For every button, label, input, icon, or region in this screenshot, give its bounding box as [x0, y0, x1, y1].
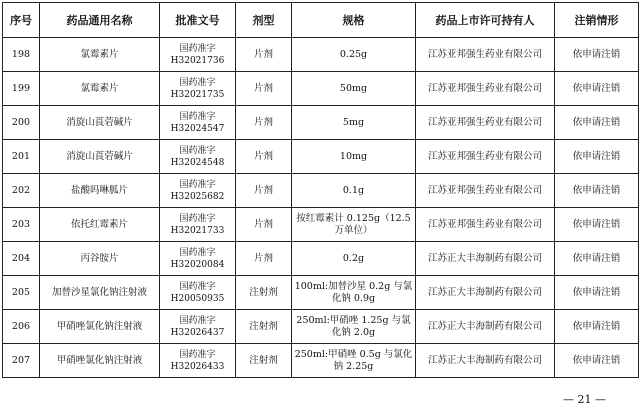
- approval-prefix: 国药准字: [179, 349, 216, 360]
- table-row: [3, 106, 639, 140]
- cell-specification: 10mg: [292, 140, 416, 174]
- cell-license-holder: 江苏亚邦强生药业有限公司: [416, 38, 555, 72]
- approval-code: H32024548: [170, 157, 225, 168]
- approval-code: H32025682: [170, 191, 225, 202]
- cell-cancellation-status: 依申请注销: [555, 174, 639, 208]
- cell-approval-number: [160, 140, 236, 174]
- drug-registration-table: [2, 2, 639, 378]
- cell-generic-name: 消旋山莨菪碱片: [40, 140, 160, 174]
- cell-approval-number: [160, 344, 236, 378]
- table-row: [3, 38, 639, 72]
- approval-prefix: 国药准字: [179, 43, 216, 54]
- page-number: — 21 —: [563, 393, 606, 406]
- cell-generic-name: 丙谷胺片: [40, 242, 160, 276]
- cell-approval-number: [160, 106, 236, 140]
- table-row: [3, 310, 639, 344]
- cell-cancellation-status: 依申请注销: [555, 242, 639, 276]
- header-dosage-form: 剂型: [236, 3, 292, 38]
- cell-approval-number: [160, 276, 236, 310]
- header-specification: 规格: [292, 3, 416, 38]
- cell-serial-no: 202: [3, 174, 40, 208]
- cell-specification: 0.1g: [292, 174, 416, 208]
- approval-prefix: 国药准字: [179, 315, 216, 326]
- cell-serial-no: 200: [3, 106, 40, 140]
- cell-specification: 100ml:加替沙星 0.2g 与氯化钠 0.9g: [292, 276, 416, 310]
- cell-serial-no: 201: [3, 140, 40, 174]
- cell-dosage-form: 片剂: [236, 72, 292, 106]
- table-header-row: [3, 3, 639, 38]
- cell-license-holder: 江苏亚邦强生药业有限公司: [416, 208, 555, 242]
- cell-license-holder: 江苏亚邦强生药业有限公司: [416, 140, 555, 174]
- cell-serial-no: 198: [3, 38, 40, 72]
- cell-license-holder: 江苏亚邦强生药业有限公司: [416, 106, 555, 140]
- cell-approval-number: [160, 174, 236, 208]
- approval-code: H32024547: [170, 123, 225, 134]
- cell-approval-number: [160, 72, 236, 106]
- cell-dosage-form: 注射剂: [236, 276, 292, 310]
- cell-generic-name: 甲硝唑氯化钠注射液: [40, 344, 160, 378]
- approval-code: H32020084: [170, 259, 225, 270]
- cell-generic-name: 消旋山莨菪碱片: [40, 106, 160, 140]
- table-row: [3, 140, 639, 174]
- cell-cancellation-status: 依申请注销: [555, 310, 639, 344]
- cell-dosage-form: 片剂: [236, 242, 292, 276]
- approval-code: H20050935: [170, 293, 225, 304]
- cell-cancellation-status: 依申请注销: [555, 344, 639, 378]
- cell-dosage-form: 片剂: [236, 106, 292, 140]
- approval-prefix: 国药准字: [179, 111, 216, 122]
- approval-code: H32021736: [170, 55, 225, 66]
- cell-generic-name: 盐酸吗啉胍片: [40, 174, 160, 208]
- header-cancellation-status: 注销情形: [555, 3, 639, 38]
- cell-dosage-form: 注射剂: [236, 310, 292, 344]
- cell-dosage-form: 片剂: [236, 38, 292, 72]
- cell-approval-number: [160, 38, 236, 72]
- approval-code: H32026433: [170, 361, 225, 372]
- table-row: [3, 344, 639, 378]
- approval-code: H32021735: [170, 89, 225, 100]
- header-license-holder: 药品上市许可持有人: [416, 3, 555, 38]
- cell-approval-number: [160, 242, 236, 276]
- cell-serial-no: 204: [3, 242, 40, 276]
- cell-approval-number: [160, 208, 236, 242]
- cell-license-holder: 江苏正大丰海制药有限公司: [416, 310, 555, 344]
- cell-specification: 50mg: [292, 72, 416, 106]
- cell-dosage-form: 片剂: [236, 140, 292, 174]
- approval-prefix: 国药准字: [179, 281, 216, 292]
- cell-cancellation-status: 依申请注销: [555, 208, 639, 242]
- table-row: [3, 276, 639, 310]
- cell-specification: 250ml:甲硝唑 1.25g 与氯化钠 2.0g: [292, 310, 416, 344]
- cell-dosage-form: 注射剂: [236, 344, 292, 378]
- cell-serial-no: 205: [3, 276, 40, 310]
- cell-serial-no: 207: [3, 344, 40, 378]
- approval-prefix: 国药准字: [179, 145, 216, 156]
- cell-specification: 5mg: [292, 106, 416, 140]
- cell-cancellation-status: 依申请注销: [555, 106, 639, 140]
- cell-serial-no: 203: [3, 208, 40, 242]
- header-generic-name: 药品通用名称: [40, 3, 160, 38]
- header-approval-number: 批准文号: [160, 3, 236, 38]
- cell-serial-no: 206: [3, 310, 40, 344]
- cell-serial-no: 199: [3, 72, 40, 106]
- approval-code: H32021733: [170, 225, 225, 236]
- table-row: [3, 174, 639, 208]
- cell-specification: 250ml:甲硝唑 0.5g 与氯化钠 2.25g: [292, 344, 416, 378]
- approval-prefix: 国药准字: [179, 77, 216, 88]
- table-row: [3, 72, 639, 106]
- cell-cancellation-status: 依申请注销: [555, 38, 639, 72]
- header-serial-no: 序号: [3, 3, 40, 38]
- approval-prefix: 国药准字: [179, 179, 216, 190]
- cell-license-holder: 江苏亚邦强生药业有限公司: [416, 72, 555, 106]
- cell-license-holder: 江苏正大丰海制药有限公司: [416, 344, 555, 378]
- cell-generic-name: 甲硝唑氯化钠注射液: [40, 310, 160, 344]
- cell-generic-name: 氯霉素片: [40, 72, 160, 106]
- cell-dosage-form: 片剂: [236, 174, 292, 208]
- cell-generic-name: 氯霉素片: [40, 38, 160, 72]
- cell-specification: 0.2g: [292, 242, 416, 276]
- cell-license-holder: 江苏正大丰海制药有限公司: [416, 242, 555, 276]
- cell-approval-number: [160, 310, 236, 344]
- table-row: [3, 208, 639, 242]
- approval-code: H32026437: [170, 327, 225, 338]
- cell-dosage-form: 片剂: [236, 208, 292, 242]
- cell-license-holder: 江苏亚邦强生药业有限公司: [416, 174, 555, 208]
- approval-prefix: 国药准字: [179, 213, 216, 224]
- cell-specification: 按红霉素计 0.125g（12.5 万单位）: [292, 208, 416, 242]
- table-row: [3, 242, 639, 276]
- cell-specification: 0.25g: [292, 38, 416, 72]
- cell-cancellation-status: 依申请注销: [555, 140, 639, 174]
- cell-license-holder: 江苏正大丰海制药有限公司: [416, 276, 555, 310]
- cell-cancellation-status: 依申请注销: [555, 276, 639, 310]
- cell-generic-name: 加替沙星氯化钠注射液: [40, 276, 160, 310]
- approval-prefix: 国药准字: [179, 247, 216, 258]
- cell-cancellation-status: 依申请注销: [555, 72, 639, 106]
- cell-generic-name: 依托红霉素片: [40, 208, 160, 242]
